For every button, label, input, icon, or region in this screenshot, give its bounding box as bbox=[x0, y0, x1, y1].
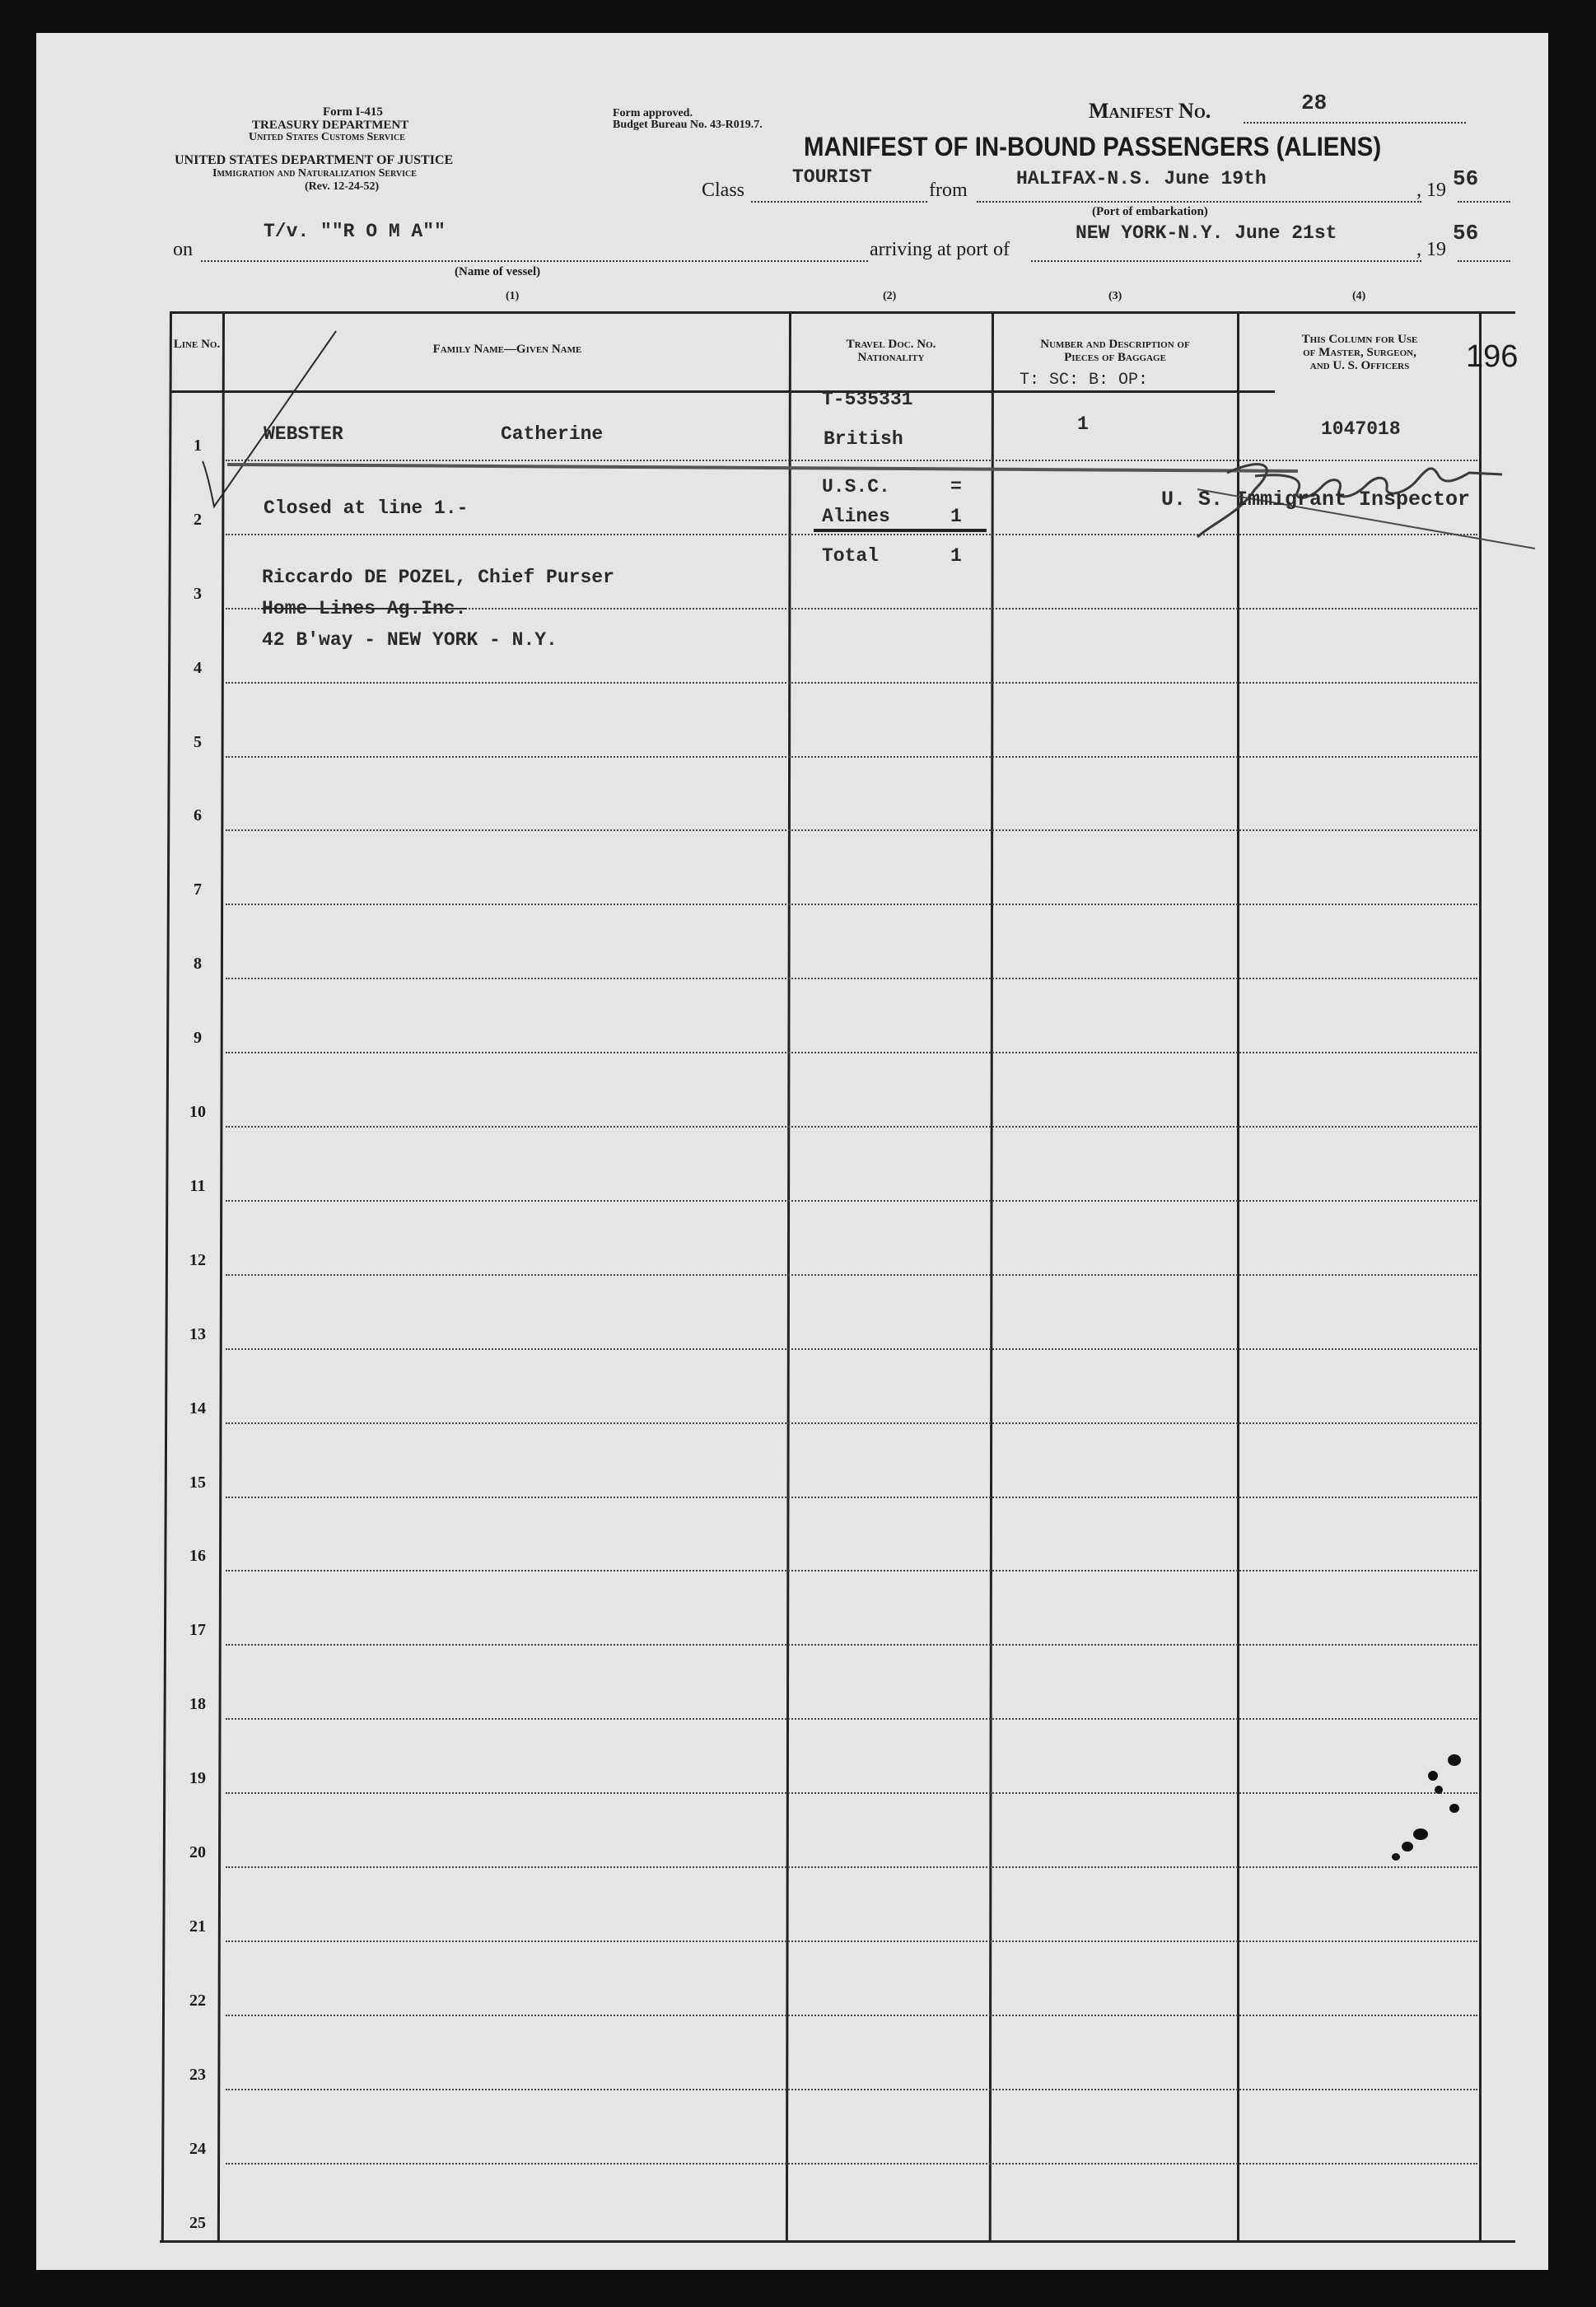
row-line bbox=[226, 904, 1477, 905]
aliens-value: 1 bbox=[950, 506, 962, 527]
line-number: 21 bbox=[189, 1917, 206, 1936]
line-number: 12 bbox=[189, 1250, 206, 1269]
travel-doc-number: T-535331 bbox=[822, 389, 913, 410]
row-line bbox=[226, 682, 1477, 684]
column-number-1: (1) bbox=[506, 290, 520, 302]
col-header-baggage-pieces: Pieces of Baggage bbox=[1064, 351, 1166, 364]
row-line bbox=[226, 1497, 1477, 1498]
class-value: TOURIST bbox=[792, 166, 872, 188]
line-number: 15 bbox=[189, 1473, 206, 1492]
row-line bbox=[226, 2089, 1477, 2090]
line-number: 20 bbox=[189, 1843, 206, 1861]
row-line bbox=[226, 756, 1477, 758]
col-header-travel-doc: Travel Doc. No. bbox=[846, 338, 936, 351]
revision-label: (Rev. 12-24-52) bbox=[305, 180, 380, 193]
arriving-label: arriving at port of bbox=[870, 239, 1010, 260]
year-line-2 bbox=[1458, 260, 1510, 262]
line-number: 11 bbox=[189, 1176, 206, 1195]
ink-spot bbox=[1402, 1842, 1413, 1852]
table-top-border bbox=[170, 311, 1515, 314]
ink-spot bbox=[1428, 1771, 1438, 1781]
officer-number: 1047018 bbox=[1321, 418, 1401, 440]
year-value-2: 56 bbox=[1453, 221, 1479, 245]
on-label: on bbox=[173, 239, 193, 260]
check-mark bbox=[201, 329, 349, 511]
col-header-officers-3: and U. S. Officers bbox=[1309, 359, 1410, 372]
budget-bureau: Budget Bureau No. 43-R019.7. bbox=[613, 119, 763, 131]
row-line bbox=[226, 2015, 1477, 2016]
form-number: Form I-415 bbox=[323, 105, 383, 119]
from-label: from bbox=[929, 180, 968, 201]
line-number: 9 bbox=[194, 1029, 202, 1048]
manifest-number-label: Manifest No. bbox=[1089, 99, 1211, 123]
col-header-officers-2: of Master, Surgeon, bbox=[1303, 346, 1416, 359]
manifest-page bbox=[36, 33, 1548, 2270]
row-line bbox=[226, 1348, 1477, 1350]
col-header-nationality: Nationality bbox=[857, 351, 925, 364]
row-line bbox=[226, 1200, 1477, 1202]
ink-spot bbox=[1449, 1804, 1459, 1813]
closed-note: Closed at line 1.- bbox=[264, 497, 469, 519]
row-line bbox=[226, 1792, 1477, 1794]
purser-name: Riccardo DE POZEL, Chief Purser bbox=[262, 567, 614, 588]
agency-name: Home Lines Ag.Inc. bbox=[262, 598, 467, 619]
usc-value: = bbox=[950, 476, 962, 497]
row-line bbox=[226, 1052, 1477, 1053]
line-number: 8 bbox=[194, 955, 202, 974]
from-line bbox=[977, 201, 1421, 203]
column-number-3: (3) bbox=[1108, 290, 1122, 302]
arriving-line bbox=[1031, 260, 1421, 262]
line-number: 13 bbox=[189, 1324, 206, 1343]
table-right-border bbox=[1479, 311, 1482, 2242]
name-doc-divider bbox=[786, 311, 791, 2242]
vessel-line bbox=[201, 260, 868, 262]
passenger-family-name: WEBSTER bbox=[264, 423, 343, 445]
page-number: 196 bbox=[1466, 339, 1519, 374]
line-number: 10 bbox=[189, 1103, 206, 1121]
class-line bbox=[751, 201, 927, 203]
manifest-number-value: 28 bbox=[1301, 91, 1328, 115]
year-line-1 bbox=[1458, 201, 1510, 203]
ink-spot bbox=[1413, 1828, 1428, 1840]
port-embarkation-caption: (Port of embarkation) bbox=[1092, 205, 1208, 218]
row-line bbox=[226, 1644, 1477, 1646]
total-label: Total bbox=[822, 545, 880, 567]
row-line bbox=[226, 829, 1477, 831]
line-number: 16 bbox=[189, 1547, 206, 1566]
line-number: 6 bbox=[194, 806, 202, 825]
row-line bbox=[226, 1274, 1477, 1276]
arriving-value: NEW YORK-N.Y. June 21st bbox=[1076, 222, 1337, 244]
row-line bbox=[226, 1126, 1477, 1128]
year-prefix-1: , 19 bbox=[1416, 180, 1446, 201]
row-line bbox=[226, 1570, 1477, 1571]
col-header-baggage: Number and Description of bbox=[1040, 338, 1190, 351]
line-number: 14 bbox=[189, 1399, 206, 1417]
column-number-4: (4) bbox=[1352, 290, 1366, 302]
ink-spot bbox=[1448, 1754, 1461, 1766]
ink-spot bbox=[1435, 1786, 1443, 1794]
form-approved: Form approved. bbox=[613, 107, 693, 119]
col-header-officers: This Column for Use bbox=[1301, 333, 1418, 346]
baggage-officer-divider bbox=[1237, 311, 1239, 2242]
table-left-border bbox=[161, 311, 172, 2242]
line-number: 23 bbox=[189, 2065, 206, 2084]
row-line bbox=[226, 1718, 1477, 1720]
ins-label: Immigration and Naturalization Service bbox=[212, 167, 417, 180]
row-line bbox=[226, 1422, 1477, 1424]
aliens-label: Alines bbox=[822, 506, 890, 527]
closing-rule bbox=[227, 463, 1298, 473]
line-number: 18 bbox=[189, 1695, 206, 1714]
treasury-label: TREASURY DEPARTMENT bbox=[252, 119, 409, 132]
ink-spot bbox=[1392, 1853, 1400, 1861]
line-number: 4 bbox=[194, 658, 202, 677]
vessel-name: T/v. ""R O M A"" bbox=[264, 221, 446, 242]
line-number: 7 bbox=[194, 880, 202, 899]
line-number: 19 bbox=[189, 1769, 206, 1788]
agency-address: 42 B'way - NEW YORK - N.Y. bbox=[262, 629, 558, 651]
col-header-name: Family Name—Given Name bbox=[432, 343, 582, 356]
line-number: 22 bbox=[189, 1991, 206, 2010]
passenger-given-name: Catherine bbox=[501, 423, 604, 445]
baggage-count: 1 bbox=[1077, 413, 1089, 435]
line-number: 3 bbox=[194, 584, 202, 603]
total-value: 1 bbox=[950, 545, 962, 567]
line-number: 5 bbox=[194, 732, 202, 751]
line-number: 2 bbox=[194, 510, 202, 529]
column-number-2: (2) bbox=[883, 290, 897, 302]
year-prefix-2: , 19 bbox=[1416, 239, 1446, 260]
doc-baggage-divider bbox=[989, 311, 994, 2242]
row-line bbox=[226, 978, 1477, 979]
line-number: 17 bbox=[189, 1621, 206, 1640]
year-value-1: 56 bbox=[1453, 166, 1479, 191]
manifest-title: MANIFEST OF IN-BOUND PASSENGERS (ALIENS) bbox=[804, 132, 1382, 161]
line-number: 1 bbox=[194, 436, 202, 455]
inspector-title: U. S. Immigrant Inspector bbox=[1161, 488, 1471, 511]
from-value: HALIFAX-N.S. June 19th bbox=[1016, 168, 1267, 189]
row-line bbox=[226, 1940, 1477, 1942]
totals-rule bbox=[814, 529, 987, 532]
nationality: British bbox=[824, 428, 903, 450]
customs-label: United States Customs Service bbox=[249, 131, 405, 143]
usc-label: U.S.C. bbox=[822, 476, 890, 497]
class-label: Class bbox=[702, 180, 745, 201]
table-bottom-border bbox=[160, 2240, 1515, 2243]
col-header-line-no: Line No. bbox=[173, 338, 221, 351]
line-number: 25 bbox=[189, 2213, 206, 2232]
row-line bbox=[226, 2163, 1477, 2165]
vessel-caption: (Name of vessel) bbox=[455, 265, 541, 278]
baggage-subheader: T: SC: B: OP: bbox=[1020, 371, 1149, 390]
justice-label: UNITED STATES DEPARTMENT OF JUSTICE bbox=[175, 153, 454, 167]
manifest-number-line bbox=[1244, 122, 1466, 124]
line-number: 24 bbox=[189, 2139, 206, 2158]
row-line bbox=[226, 1866, 1477, 1868]
